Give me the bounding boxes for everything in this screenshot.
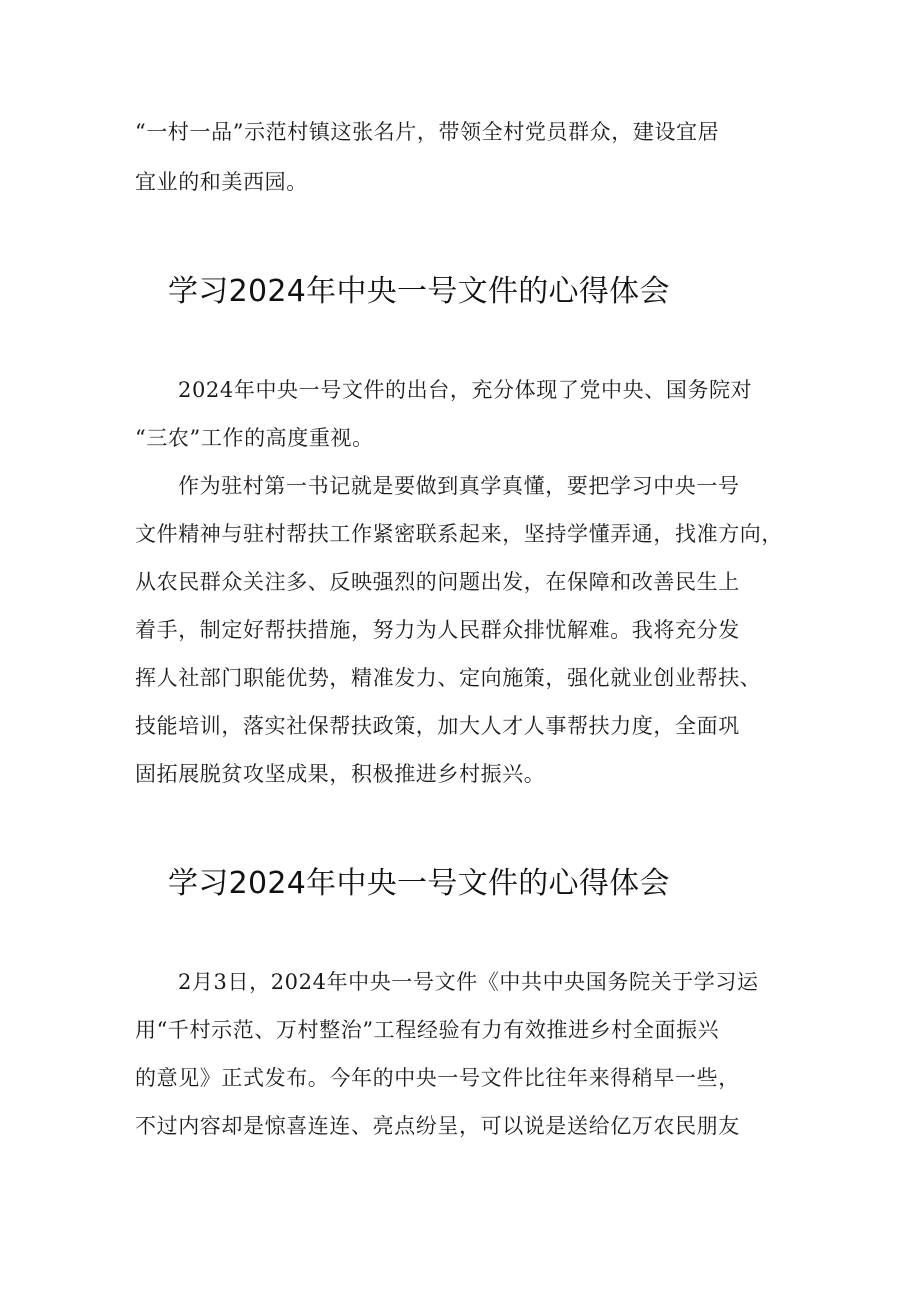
section-1-line-3: 作为驻村第一书记就是要做到真学真懂，要把学习中央一号 xyxy=(178,474,740,498)
section-1-line-6: 着手，制定好帮扶措施，努力为人民群众排忧解难。我将充分发 xyxy=(135,618,740,642)
intro-line-1: “一村一品”示范村镇这张名片，带领全村党员群众，建设宜居 xyxy=(135,120,720,144)
section-2-line-1: 2月3日，2024年中央一号文件《中共中央国务院关于学习运 xyxy=(178,970,759,994)
section-1-line-1: 2024年中央一号文件的出台，充分体现了党中央、国务院对 xyxy=(178,378,753,402)
section-2-title: 学习2024年中央一号文件的心得体会 xyxy=(168,866,670,901)
intro-line-2: 宜业的和美西园。 xyxy=(135,170,308,194)
section-1-line-8: 技能培训，落实社保帮扶政策，加大人才人事帮扶力度，全面巩 xyxy=(135,714,740,738)
section-1-title: 学习2024年中央一号文件的心得体会 xyxy=(168,274,670,309)
section-1-line-2: “三农”工作的高度重视。 xyxy=(135,426,374,450)
section-2-line-4: 不过内容却是惊喜连连、亮点纷呈，可以说是送给亿万农民朋友 xyxy=(135,1114,740,1138)
section-2-line-2: 用“千村示范、万村整治”工程经验有力有效推进乡村全面振兴 xyxy=(135,1018,720,1042)
section-1-line-7: 挥人社部门职能优势，精准发力、定向施策，强化就业创业帮扶、 xyxy=(135,666,762,690)
section-1-line-9: 固拓展脱贫攻坚成果，积极推进乡村振兴。 xyxy=(135,762,546,786)
section-2-line-3: 的意见》正式发布。今年的中央一号文件比往年来得稍早一些， xyxy=(135,1066,740,1090)
section-1-line-4: 文件精神与驻村帮扶工作紧密联系起来，坚持学懂弄通，找准方向， xyxy=(135,522,783,546)
section-1-line-5: 从农民群众关注多、反映强烈的问题出发，在保障和改善民生上 xyxy=(135,570,740,594)
